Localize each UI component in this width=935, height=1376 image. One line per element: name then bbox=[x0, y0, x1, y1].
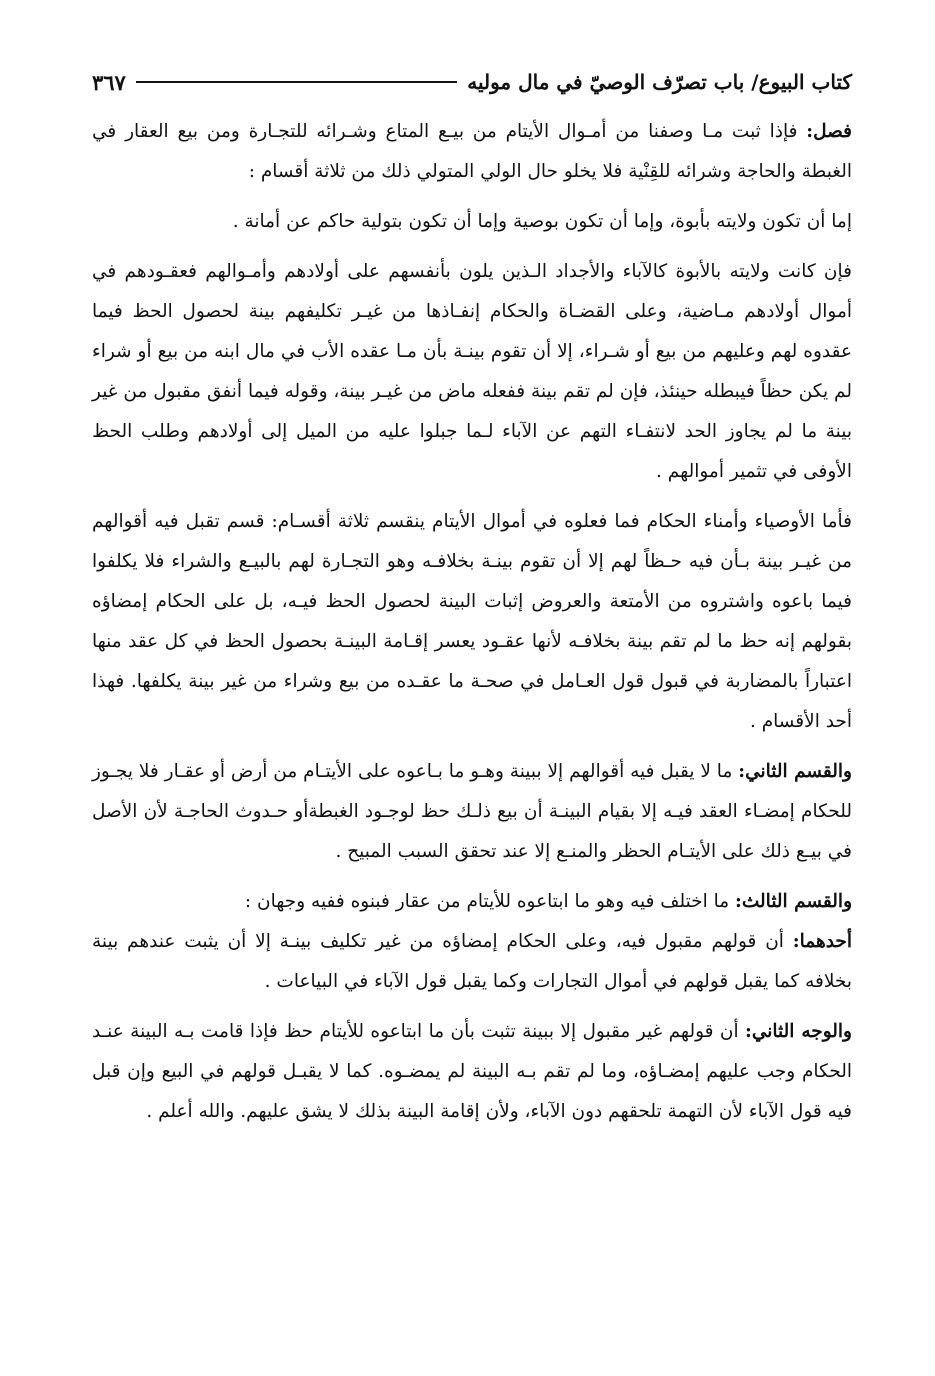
header-rule bbox=[136, 81, 457, 83]
paragraph-text: فأما الأوصياء وأمناء الحكام فما فعلوه في أموال الأيتام ينقسم ثلاثة أقسـام: قسم تقبل فيه أقوالهم من غيـر بينة بـأن فيه حـظاً لهم إلا أن تقوم بينـة بخلافـه وهو التجـارة لهم بالبيـع والشراء فلا يكلفوا فيما باعوه واشتروه من الأمتعة والعروض إثبات البينة لحصول الحظ فيـه، بل على الحكام إمضاؤه بقولهم إنه حظ ما لم تقم بينة بخلافـه لأنها عقـود يعسر إقـامة البينـة بحصول الحظ في كل عقد منها اعتباراً بالمضاربة في قبول قول العـامل في صحـة ما عقـده من بيع وشراء من غير بينة يكلفها. فهذا أحد الأقسام . bbox=[92, 511, 852, 732]
paragraph-second-section bbox=[92, 752, 852, 872]
paragraph-text: فإذا ثبت مـا وصفنا من أمـوال الأيتام من بيـع المتاع وشـرائه للتجـارة ومن بيع العقار في الغبطة والحاجة وشرائه للقِنْية فلا يخلو حال الولي المتولي ذلك من ثلاثة أقسام : bbox=[92, 121, 852, 182]
page-body bbox=[92, 112, 852, 1142]
page-number: ٣٦٧ bbox=[92, 69, 126, 95]
paragraph-lead: والقسم الثاني: bbox=[738, 761, 852, 782]
paragraph-lead: والقسم الثالث: bbox=[735, 891, 852, 912]
paragraph-lead: فصل: bbox=[806, 121, 852, 142]
paragraph-text: أن قولهم غير مقبول إلا ببينة تثبت بأن ما ابتاعوه للأيتام حظ فإذا قامت بـه البينة عنـد الحكام وجب عليهم إمضـاؤه، وما لم تقم بـه البينة لم يمضـوه. كما لا يقبـل قولهم في البيع وإن قبل فيه قول الآباء لأن التهمة تلحقهم دون الآباء، ولأن إقامة البينة بذلك لا يشق عليهم. والله أعلم . bbox=[92, 1021, 852, 1122]
paragraph-types bbox=[92, 202, 852, 242]
paragraph-text: أن قولهم مقبول فيه، وعلى الحكام إمضاؤه من غير تكليف بينـة إلا أن يثبت عندهم بينة بخلافه كما يقبل قولهم في أموال التجارات وكما يقبل قول الآباء في البياعات . bbox=[92, 931, 852, 992]
paragraph-text: فإن كانت ولايته بالأبوة كالآباء والأجداد الـذين يلون بأنفسهم على أولادهم وأمـوالهم فعقـودهم في أموال أولادهم مـاضية، وعلى القضـاة والحكام إنفـاذها من غيـر تكليفهم بينة لحصول الحظ فيما عقدوه لهم وعليهم من بيع أو شـراء، إلا أن تقوم بينـة بأن مـا عقده الأب في مال ابنه من بيع أو شراء لم يكن حظاً فيبطله حينئذ، فإن لم تقم بينة ففعله ماض من غيـر بينة، وقوله فيما أنفق مقبول من غير بينة ما لم يجاوز الحد لانتفـاء التهم عن الآباء لـما جبلوا عليه من الميل إلى أولادهم وطلب الحظ الأوفى في تثمير أموالهم . bbox=[92, 261, 852, 482]
paragraph-fathers bbox=[92, 252, 852, 492]
paragraph-lead: والوجه الثاني: bbox=[745, 1021, 852, 1042]
running-header bbox=[92, 64, 852, 100]
paragraph-third-section bbox=[92, 882, 852, 922]
paragraph-fasl bbox=[92, 112, 852, 192]
paragraph-text: ما اختلف فيه وهو ما ابتاعوه للأيتام من عقار فبنوه ففيه وجهان : bbox=[244, 891, 736, 912]
paragraph-text: إما أن تكون ولايته بأبوة، وإما أن تكون بوصية وإما أن تكون بتولية حاكم عن أمانة . bbox=[232, 211, 852, 232]
paragraph-guardians bbox=[92, 502, 852, 742]
paragraph-first-view bbox=[92, 922, 852, 1002]
paragraph-text: ما لا يقبل فيه أقوالهم إلا ببينة وهـو ما بـاعوه على الأيتـام من أرض أو عقـار فلا يجـوز للحكام إمضـاء العقد فيـه إلا بقيام البينـة أن بيع ذلـك حظ لوجـود الغبطةأو حـدوث الحاجـة لأن الأصل في بيـع ذلك على الأيتـام الحظر والمنـع إلا عند تحقق السبب المبيح . bbox=[92, 761, 852, 862]
paragraph-lead: أحدهما: bbox=[792, 931, 852, 952]
paragraph-second-view bbox=[92, 1012, 852, 1132]
header-title: كتاب البيوع/ باب تصرّف الوصيّ في مال موليه bbox=[467, 70, 852, 94]
